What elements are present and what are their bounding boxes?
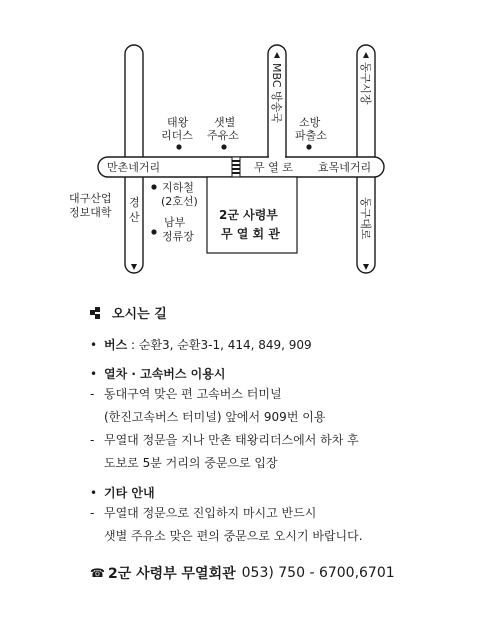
train-label: 열차 · 고속버스 이용시 bbox=[104, 367, 226, 381]
label-daegu-univ-2: 정보대학 bbox=[69, 206, 112, 219]
bus-info bbox=[90, 336, 450, 354]
label-donggu-daero: 동구대로 bbox=[359, 197, 372, 240]
dot-subway bbox=[151, 184, 156, 189]
label-sobang-2: 파출소 bbox=[295, 129, 327, 142]
label-gyeongsan-2: 산 bbox=[129, 211, 140, 224]
label-mbc: MBC 방송국 bbox=[270, 63, 283, 123]
directions-section bbox=[90, 303, 450, 548]
train-line-2: (한진고속버스 터미널) 앞에서 909번 이용 bbox=[104, 410, 326, 424]
crosswalk-icon bbox=[232, 157, 240, 177]
title-text: 오시는 길 bbox=[112, 307, 167, 322]
label-saetbyeol-2: 주유소 bbox=[207, 129, 239, 142]
train-line-1: - 동대구역 맞은 편 고속버스 터미널 bbox=[90, 387, 282, 401]
dot-south-gate bbox=[151, 229, 156, 234]
location-map bbox=[0, 0, 480, 300]
label-gyeongsan-1: 경 bbox=[129, 196, 140, 209]
contact-line bbox=[90, 563, 395, 583]
dot-sobang bbox=[306, 144, 311, 149]
label-muyeol: 무 열 로 bbox=[254, 161, 293, 174]
bus-label: 버스 bbox=[104, 338, 128, 352]
label-hyomok: 효목네거리 bbox=[318, 161, 372, 174]
etc-line-2: 샛별 주유소 맞은 편의 중문으로 오시기 바랍니다. bbox=[104, 529, 363, 543]
bus-text: : 순환3, 순환3-1, 414, 849, 909 bbox=[127, 338, 312, 352]
dot-saetbyeol bbox=[221, 144, 226, 149]
title-marker-icon bbox=[90, 307, 102, 319]
bullet-icon: • bbox=[90, 338, 98, 352]
etc-info bbox=[90, 484, 450, 502]
label-sobang-1: 소방 bbox=[299, 116, 321, 129]
contact-phone: 053) 750 - 6700,6701 bbox=[241, 565, 395, 581]
label-taewang-2: 리더스 bbox=[161, 129, 193, 142]
train-line-3: - 무열대 정문을 지나 만촌 태왕리더스에서 하차 후 bbox=[90, 433, 359, 447]
section-title bbox=[90, 303, 450, 322]
label-saetbyeol-1: 샛별 bbox=[214, 116, 236, 129]
phone-icon: ☎ bbox=[90, 566, 105, 580]
etc-line-1: - 무열대 정문으로 진입하지 마시고 반드시 bbox=[90, 506, 317, 520]
label-south-gate-2: 정류장 bbox=[162, 230, 194, 243]
label-south-gate-1: 남부 bbox=[164, 216, 186, 229]
label-mancheon: 만촌네거리 bbox=[107, 161, 161, 174]
label-taewang-1: 태왕 bbox=[167, 116, 189, 129]
bullet-icon: • bbox=[90, 486, 98, 500]
label-subway-1: 지하철 bbox=[162, 181, 194, 194]
label-hq-2: 무 열 회 관 bbox=[221, 227, 280, 241]
dot-taewang bbox=[176, 144, 181, 149]
label-daegu-univ-1: 대구산업 bbox=[69, 192, 112, 205]
train-line-4: 도보로 5분 거리의 중문으로 입장 bbox=[104, 456, 278, 470]
train-info bbox=[90, 365, 450, 383]
label-hq-1: 2군 사령부 bbox=[219, 208, 278, 222]
bullet-icon: • bbox=[90, 367, 98, 381]
label-donggu-sijang: 동구시장 bbox=[359, 62, 372, 105]
etc-label: 기타 안내 bbox=[104, 486, 155, 500]
label-subway-2: (2호선) bbox=[161, 195, 198, 208]
contact-name: 2군 사령부 무열회관 bbox=[107, 566, 236, 582]
